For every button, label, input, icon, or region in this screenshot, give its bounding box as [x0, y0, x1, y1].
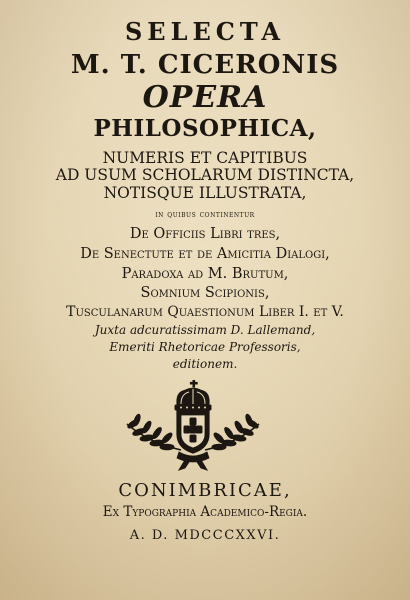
edition-note-editionem: editionem. — [172, 357, 238, 371]
imprint-press: Ex Typographia Academico-Regia. — [102, 504, 308, 520]
contents-paradoxa: Paradoxa ad M. Brutum, — [121, 266, 289, 282]
crown-icon — [175, 380, 211, 410]
imprint-year: A. D. MDCCCXXVI. — [129, 528, 281, 543]
subtitle-notis: NOTISQUE ILLUSTRATA, — [103, 184, 307, 202]
title-opera: OPERA — [142, 80, 268, 115]
contents-intro: in quibus continentur — [155, 210, 255, 220]
contents-officiis: De Officiis Libri tres, — [129, 226, 281, 242]
contents-senectute: De Senectute et de Amicitia Dialogi, — [80, 246, 330, 262]
contents-somnium: Somnium Scipionis, — [140, 285, 270, 301]
subtitle-numeris: NUMERIS ET CAPITIBUS — [102, 149, 308, 167]
shield-icon — [177, 411, 209, 453]
title-selecta: SELECTA — [124, 17, 286, 46]
royal-crown-shield-emblem-icon — [123, 380, 263, 472]
title-philosophica: PHILOSOPHICA, — [93, 115, 317, 142]
imprint-city: CONIMBRICAE, — [118, 480, 292, 501]
laurel-left-icon — [127, 414, 181, 450]
laurel-right-icon — [205, 414, 259, 450]
contents-tusculanarum: Tusculanarum Quaestionum Liber I. et V. — [66, 304, 344, 320]
title-author: M. T. CICERONIS — [70, 50, 340, 80]
edition-note-emeriti: Emeriti Rhetoricae Professoris, — [109, 340, 301, 354]
edition-note-juxta: Juxta adcuratissimam D. Lallemand, — [94, 323, 316, 337]
subtitle-usum: AD USUM SCHOLARUM DISTINCTA, — [55, 166, 355, 184]
